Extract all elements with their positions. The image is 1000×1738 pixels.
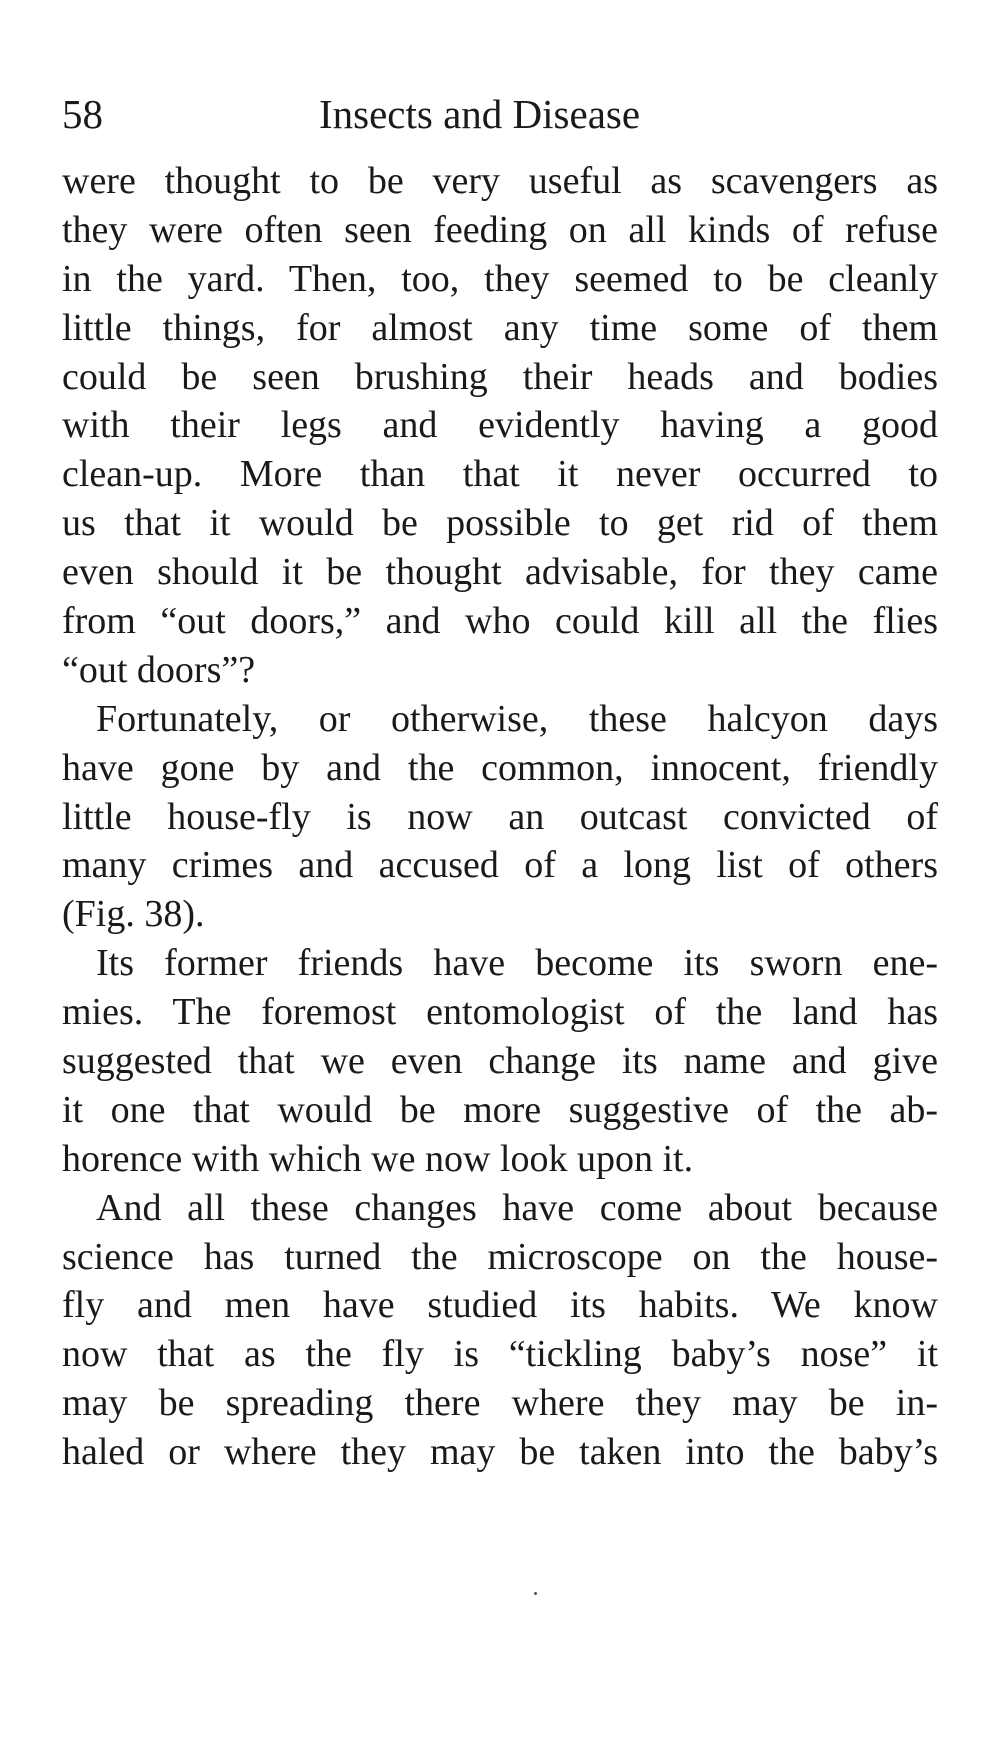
page-number: 58 [62,91,103,137]
body-text [62,157,938,1477]
text-line: little house-fly is now an outcast convicted of [62,795,938,838]
text-line: And all these changes have come about because [96,1186,938,1229]
running-head [62,84,938,144]
text-line: (Fig. 38). [62,893,205,936]
text-line: us that it would be possible to get rid of them [62,502,938,545]
running-title: Insects and Disease [319,91,641,137]
text-line: may be spreading there where they may be in- [62,1382,938,1425]
text-line: clean-up. More than that it never occurred to [62,453,938,496]
text-line: horence with which we now look upon it. [62,1137,694,1180]
text-line: haled or where they may be taken into the baby’s [62,1431,938,1474]
text-line: mies. The foremost entomologist of the land has [62,991,938,1034]
text-line: have gone by and the common, innocent, friendly [62,746,938,789]
text-line: Fortunately, or otherwise, these halcyon days [96,697,938,740]
text-line: were thought to be very useful as scavengers as [62,160,938,202]
text-line: many crimes and accused of a long list of others [62,844,938,887]
text-line: with their legs and evidently having a good [62,404,938,447]
text-line: Its former friends have become its sworn ene- [96,942,938,985]
print-speck [534,1592,537,1595]
text-line: suggested that we even change its name and give [62,1040,938,1083]
text-line: from “out doors,” and who could kill all the flies [62,600,938,643]
text-line: science has turned the microscope on the house- [62,1235,938,1278]
text-line: little things, for almost any time some of them [62,306,938,349]
text-line: now that as the fly is “tickling baby’s nose” it [62,1333,938,1376]
text-line: it one that would be more suggestive of the ab- [62,1088,938,1131]
text-line: they were often seen feeding on all kinds of refuse [62,208,938,251]
text-line: “out doors”? [62,648,256,691]
text-line: even should it be thought advisable, for they came [62,551,938,594]
text-line: fly and men have studied its habits. We know [62,1284,938,1327]
text-line: could be seen brushing their heads and bodies [62,355,938,398]
text-line: in the yard. Then, too, they seemed to be cleanly [62,257,938,300]
